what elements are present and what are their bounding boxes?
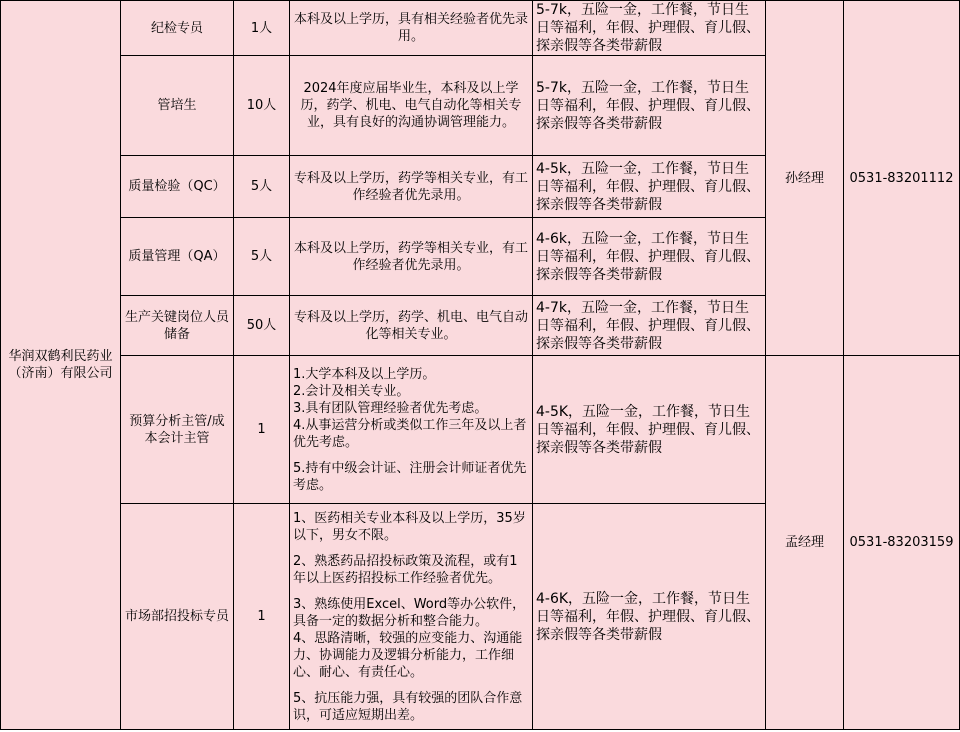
requirements: 专科及以上学历，药学、机电、电气自动化等相关专业。 [290,296,533,356]
contact-person: 孙经理 [766,1,844,356]
hire-count: 1 [234,504,290,730]
hire-count: 5人 [234,218,290,296]
position-name: 生产关键岗位人员储备 [121,296,234,356]
requirements: 专科及以上学历，药学等相关专业，有工作经验者优先录用。 [290,156,533,218]
hire-count: 5人 [234,156,290,218]
hire-count: 50人 [234,296,290,356]
position-name: 管培生 [121,56,234,156]
position-name: 预算分析主管/成本会计主管 [121,356,234,504]
table-row [1,356,960,504]
contact-person: 孟经理 [766,356,844,730]
benefits: 4-7k，五险一金，工作餐，节日生日等福利，年假、护理假、育儿假、探亲假等各类带薪假 [533,296,766,356]
requirements: 2024年度应届毕业生，本科及以上学历，药学、机电、电气自动化等相关专业，具有良好的沟通协调管理能力。 [290,56,533,156]
requirements: 1、医药相关专业本科及以上学历，35岁以下，男女不限。 2、熟悉药品招投标政策及流程，或有1年以上医药招投标工作经验者优先。 3、熟练使用Excel、Word等办公软件，具备一定的数据分析和整合能力。 4、思路清晰，较强的应变能力、沟通能力、协调能力及逻辑分析能力，工作细心、耐心、有责任心。 5、抗压能力强，具有较强的团队合作意识，可适应短期出差。 [290,504,533,730]
table-row [1,1,960,56]
benefits: 5-7k，五险一金，工作餐，节日生日等福利，年假、护理假、育儿假、探亲假等各类带薪假 [533,1,766,56]
position-name: 质量检验（QC） [121,156,234,218]
benefits: 4-5K，五险一金，工作餐，节日生日等福利，年假、护理假、育儿假、探亲假等各类带薪假 [533,356,766,504]
benefits: 5-7k，五险一金，工作餐，节日生日等福利，年假、护理假、育儿假、探亲假等各类带薪假 [533,56,766,156]
position-name: 纪检专员 [121,1,234,56]
requirements: 本科及以上学历，药学等相关专业，有工作经验者优先录用。 [290,218,533,296]
contact-phone: 0531-83203159 [844,356,960,730]
hire-count: 10人 [234,56,290,156]
contact-phone: 0531-83201112 [844,1,960,356]
company-name: 华润双鹤利民药业（济南）有限公司 [1,1,121,730]
hire-count: 1人 [234,1,290,56]
benefits: 4-6k，五险一金，工作餐，节日生日等福利，年假、护理假、育儿假、探亲假等各类带薪假 [533,218,766,296]
position-name: 市场部招投标专员 [121,504,234,730]
requirements: 本科及以上学历，具有相关经验者优先录用。 [290,1,533,56]
benefits: 4-5k，五险一金，工作餐，节日生日等福利，年假、护理假、育儿假、探亲假等各类带薪假 [533,156,766,218]
position-name: 质量管理（QA） [121,218,234,296]
hire-count: 1 [234,356,290,504]
requirements: 1.大学本科及以上学历。 2.会计及相关专业。 3.具有团队管理经验者优先考虑。 4.从事运营分析或类似工作三年及以上者优先考虑。 5.持有中级会计证、注册会计师证者优先考虑。 [290,356,533,504]
benefits: 4-6K，五险一金，工作餐，节日生日等福利，年假、护理假、育儿假、探亲假等各类带薪假 [533,504,766,730]
